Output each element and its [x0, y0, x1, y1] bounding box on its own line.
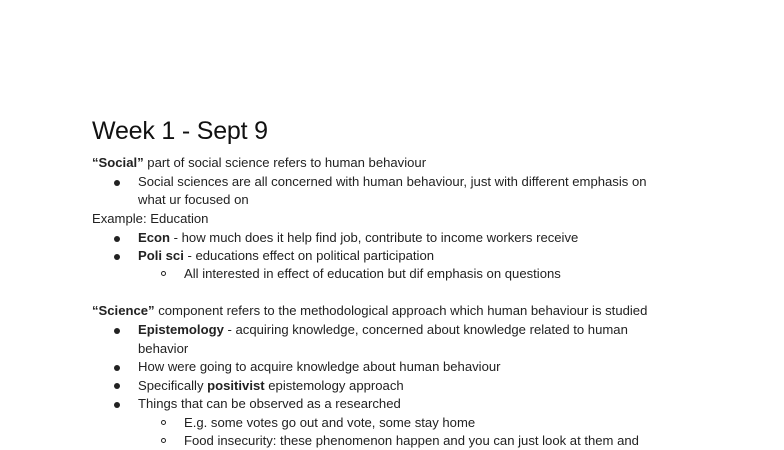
positivist-prefix: Specifically [138, 378, 208, 393]
poli-sci-term: Poli sci [138, 248, 184, 263]
positivist-suffix: epistemology approach [264, 378, 404, 393]
epistemology-text: - acquiring knowledge, concerned about knowledge related to human [223, 322, 628, 337]
sub-list-item: All interested in effect of education but dif emphasis on questions [184, 266, 561, 281]
bullet-circle-icon [161, 420, 166, 425]
science-definition: component refers to the methodological approach which human behaviour is studied [154, 303, 648, 318]
epistemology-term: Epistemology [138, 322, 224, 337]
list-item-continuation: behavior [138, 341, 189, 356]
page-title: Week 1 - Sept 9 [92, 117, 268, 145]
list-item-epistemology [138, 321, 628, 339]
science-heading [92, 302, 647, 320]
bullet-dot-icon [114, 328, 120, 334]
bullet-dot-icon [114, 402, 120, 408]
social-definition: part of social science refers to human behaviour [143, 155, 427, 170]
example-label: Example: Education [92, 211, 209, 226]
sub-list-item: E.g. some votes go out and vote, some stay home [184, 415, 476, 430]
bullet-dot-icon [114, 180, 120, 186]
poli-sci-text: - educations effect on political participation [183, 248, 435, 263]
sub-list-item: Food insecurity: these phenomenon happen and you can just look at them and [184, 433, 639, 448]
econ-text: - how much does it help find job, contribute to income workers receive [170, 230, 579, 245]
positivist-term: positivist [207, 378, 265, 393]
list-item-continuation: what ur focused on [138, 192, 249, 207]
list-item-poli-sci [138, 247, 434, 265]
social-term: “Social” [92, 155, 144, 170]
social-heading [92, 154, 426, 172]
list-item: Things that can be observed as a researched [138, 396, 401, 411]
bullet-dot-icon [114, 236, 120, 242]
bullet-dot-icon [114, 254, 120, 260]
list-item-econ [138, 229, 578, 247]
bullet-dot-icon [114, 365, 120, 371]
bullet-dot-icon [114, 383, 120, 389]
list-item-positivist [138, 377, 404, 395]
econ-term: Econ [138, 230, 171, 245]
list-item: How were going to acquire knowledge about human behaviour [138, 359, 501, 374]
science-term: “Science” [92, 303, 155, 318]
bullet-circle-icon [161, 271, 166, 276]
list-item: Social sciences are all concerned with human behaviour, just with different emphasis on [138, 174, 647, 189]
